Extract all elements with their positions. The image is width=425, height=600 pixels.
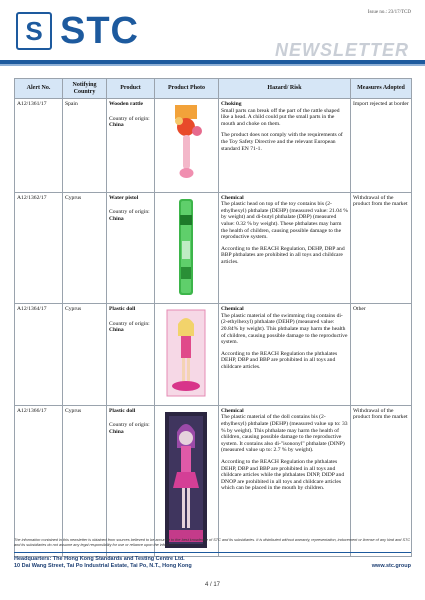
website-link[interactable]: www.stc.group (371, 563, 411, 569)
measures-adopted: Withdrawal of the product from the market (351, 405, 412, 557)
product-cell (107, 405, 155, 557)
headquarters-street: 10 Dai Wang Street, Tai Po Industrial Estate, Tai Po, N.T., Hong Kong (14, 563, 192, 569)
product-photo (155, 99, 219, 193)
hazard-cell (219, 304, 351, 406)
headquarters-name: Headquarters: The Hong Kong Standards and Testing Centre Ltd. (14, 556, 185, 562)
issue-number: Issue no.: 23/17/TCD (367, 10, 411, 15)
country-of-origin-label: Country of origin: (109, 115, 150, 122)
stc-logo (16, 12, 52, 50)
measures-adopted: Import rejected at border (351, 99, 412, 193)
brand-name: STC (60, 10, 139, 52)
country-of-origin: China (109, 122, 124, 129)
notifying-country: Spain (63, 99, 107, 193)
hazard-description: The plastic material of the doll contains bis (2-ethylhexyl) phthalate (DEHP) (measured value up to: 33 % by weight). This phthalate may harm the health of children, causing possible damage to the reproductive system. It contains also di-"isononyl" phthalate (DINP) (measured value up to: 2.7 % by weight). (221, 414, 348, 454)
hazard-regulation: According to the REACH Regulation, DEHP, DBP and BBP phthalates are prohibited in all toys and childcare articles. (221, 245, 345, 265)
header-product-photo: Product Photo (155, 79, 219, 99)
product-cell (107, 192, 155, 304)
product-name: Wooden rattle (109, 101, 144, 107)
table-row (15, 304, 412, 406)
alert-number: A12/1364/17 (15, 304, 63, 406)
hazard-cell (219, 405, 351, 557)
headquarters-address (14, 556, 192, 570)
country-of-origin: China (109, 428, 124, 435)
notifying-country: Cyprus (63, 304, 107, 406)
disclaimer-text: The information contained in this newsletter is obtained from sources believed to be accurate to the best knowledge of STC and its subsidiaries. It is distributed without warranty, representation, inducement or license of any kind and STC and its subsidiaries do not assume any legal responsibility for use or reliance upon the information. (14, 538, 411, 547)
table-row (15, 99, 412, 193)
header-measures-adopted: Measures Adopted (351, 79, 412, 99)
table-header-row (15, 79, 412, 99)
product-name: Plastic doll (109, 306, 136, 313)
footer-divider (14, 552, 411, 553)
page-number: 4 / 17 (204, 582, 220, 588)
product-photo (155, 405, 219, 557)
product-photo (155, 304, 219, 406)
country-of-origin-label: Country of origin: (109, 209, 150, 216)
hazard-cell (219, 99, 351, 193)
product-name: Plastic doll (109, 407, 136, 414)
hazard-description: Small parts can break off the part of the rattle shaped like a head. A child could put the small parts in the mouth and choke on them. (221, 107, 340, 127)
doll-box-photo (157, 408, 215, 552)
rattle-photo (157, 101, 215, 187)
product-photo (155, 192, 219, 304)
logo-mark: S (25, 16, 43, 46)
page-header (0, 0, 425, 66)
hazard-regulation: According to the REACH Regulation the phthalates DEHP, DBP and BBP are prohibited in all toys and childcare articles. (221, 350, 338, 370)
hazard-description: The plastic head on top of the toy contains bis (2-ethylhexyl) phthalate (DEHP) (measured value: 21.04 % by weight) and di-butyl phthalate (DBP) (measured value: 0.32 % by weight). These phthalates may harm the health of children, causing possible damage to the reproductive system. (221, 201, 348, 241)
alerts-table (14, 78, 412, 557)
notifying-country: Cyprus (63, 192, 107, 304)
product-cell (107, 304, 155, 406)
notifying-country: Cyprus (63, 405, 107, 557)
table-row (15, 192, 412, 304)
alert-number: A12/1362/17 (15, 192, 63, 304)
measures-adopted: Withdrawal of the product from the market (351, 192, 412, 304)
hazard-regulation: The product does not comply with the requirements of the Toy Safety Directive and the relevant European standard EN 71-1. (221, 132, 343, 152)
header-notifying-country: Notifying Country (63, 79, 107, 99)
alert-number: A12/1366/17 (15, 405, 63, 557)
measures-adopted: Other (351, 304, 412, 406)
hazard-type: Chemical (221, 194, 244, 201)
header-hazard-risk: Hazard/ Risk (219, 79, 351, 99)
hazard-type: Chemical (221, 407, 244, 414)
country-of-origin-label: Country of origin: (109, 422, 150, 429)
doll-photo (157, 306, 215, 400)
hazard-type: Choking (221, 101, 242, 107)
header-divider-light (0, 64, 425, 66)
hazard-cell (219, 192, 351, 304)
product-cell (107, 99, 155, 193)
hazard-type: Chemical (221, 306, 244, 313)
country-of-origin: China (109, 215, 124, 222)
hazard-regulation: According to the REACH Regulation the phthalates DEHP, DBP and BBP are prohibited in all toys and childcare articles while the phthalates DINP, DIDP and DNOP are prohibited in all toys and childcare articles which can be placed in the mouth by children. (221, 458, 345, 492)
header-product: Product (107, 79, 155, 99)
country-of-origin: China (109, 327, 124, 334)
product-name: Water pistol (109, 194, 139, 201)
water-pistol-photo (157, 195, 215, 299)
newsletter-title: NEWSLETTER (275, 40, 409, 60)
hazard-description: The plastic material of the swimming ring contains di-(2-ethylhexyl) phthalate (DEHP) (measured value: 20.84% by weight). This phthalate may harm the health of children, causing possible damage to the reproductive system. (221, 312, 348, 346)
country-of-origin-label: Country of origin: (109, 320, 150, 327)
header-alert-no: Alert No. (15, 79, 63, 99)
table-row (15, 405, 412, 557)
alert-number: A12/1361/17 (15, 99, 63, 193)
